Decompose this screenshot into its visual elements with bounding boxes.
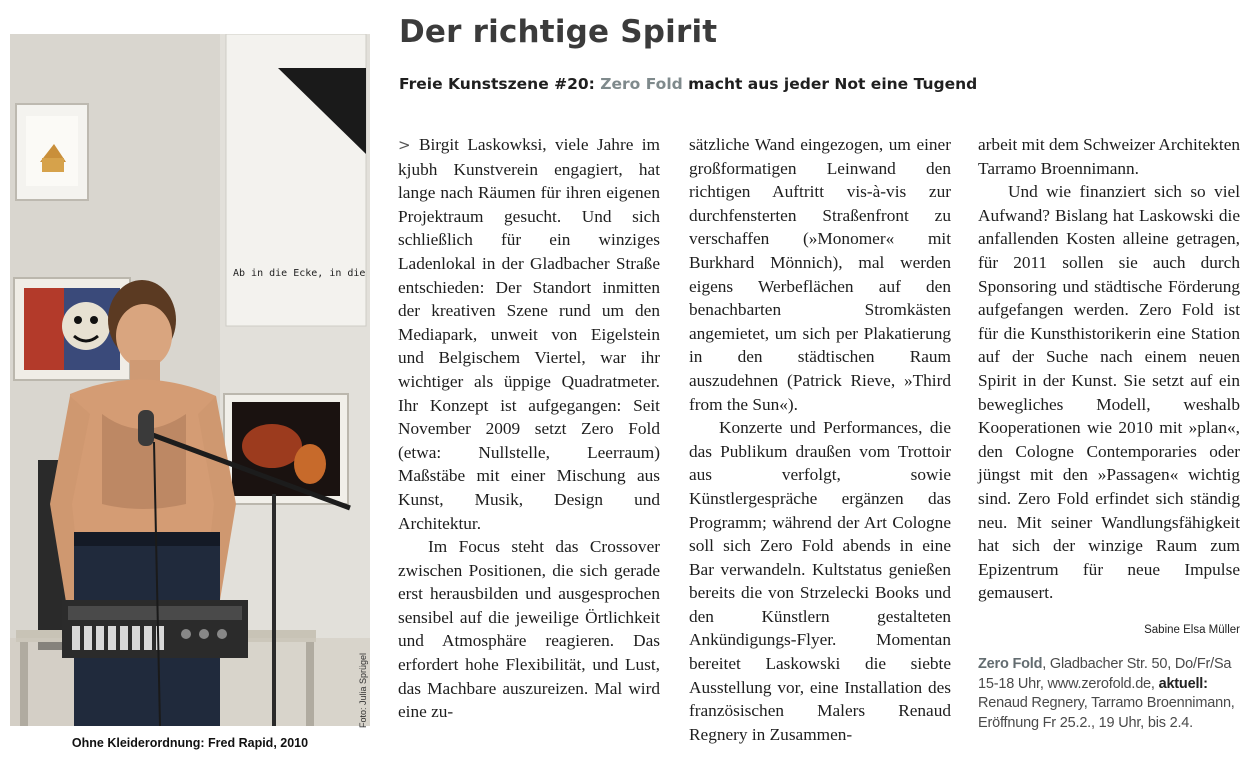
article-column-2: [689, 133, 951, 746]
article-column-3: [978, 133, 1240, 605]
paragraph: Und wie finanziert sich so viel Aufwand? Bislang hat Laskowski die anfallenden Kosten alleine getragen, für 2011 sollen sie auch durch Sponsoring und städtische Förderung aufgefangen werden. Zero Fold ist für die Kunsthistorikerin eine Station auf der Suche nach einem neuen Spirit in der Kunst. Sie setzt auf ein bewegliches Modell, weshalb Kooperationen wie 2010 mit »plan«, den Cologne Contemporaries oder jüngst mit den »Passagen« wichtig sind. Zero Fold erfindet sich ständig neu. Mit seiner Wandlungsfähigkeit hat sich der winzige Raum zum Epizentrum für neue Impulse gemausert.: [978, 182, 1240, 603]
subhead-prefix: Freie Kunstszene #20:: [399, 75, 601, 93]
article-headline: Der richtige Spirit: [399, 14, 718, 50]
paragraph-text: Birgit Laskowksi, viele Jahre im kjubh Kunstverein engagiert, hat lange nach Räumen für ihren eigenen Projektraum gesucht. Und sich schließlich für ein winziges Ladenlokal in der Gladbacher Straße entschieden: Der Standort inmitten der kreativen Szene rund um den Mediapark, unweit von Eigelstein und Belgischem Viertel, war ihr wichtiger als üppige Quadratmeter. Ihr Konzept ist aufgegangen: Seit November 2009 setzt Zero Fold (etwa: Nullstelle, Leerraum) Maßstäbe mit einer Mischung aus Kunst, Musik, Design und Architektur.: [398, 135, 660, 533]
venue-name: Zero Fold: [978, 656, 1043, 672]
current-label: aktuell:: [1158, 675, 1208, 692]
paragraph: [398, 133, 660, 535]
subhead-accent: Zero Fold: [600, 75, 683, 93]
paragraph: Im Focus steht das Crossover zwischen Positionen, die sich gerade erst herausbilden und ausgesprochen sensibel auf die jeweilige Örtlichkeit und Atmosphäre reagieren. Das erfordert hohe Flexibilität, und Lust, das Machbare auszureizen. Mal wird eine zu-: [398, 537, 660, 722]
paragraph: sätzliche Wand eingezogen, um einer großformatigen Leinwand den richtigen Auftritt vis-à-vis zur durchfensterten Straßenfront zu verschaffen (»Monomer« mit Burkhard Mönnich), mal werden eigens Werbeflächen auf den benachbarten Stromkästen angemietet, um sich per Plakatierung in den städtischen Raum auszudehnen (Patrick Rieve, »Third from the Sun«).: [689, 135, 951, 414]
paragraph-marker: >: [398, 136, 411, 154]
photo-credit: [356, 628, 370, 728]
wall-text: Ab in die Ecke, in die: [233, 268, 366, 279]
author-byline: Sabine Elsa Müller: [1144, 624, 1240, 636]
venue-address: , Gladbacher Str. 50, Do/Fr/Sa 15-18 Uhr, www.zerofold.de,: [978, 656, 1232, 692]
article-column-1: [398, 133, 660, 724]
performance-photo-illustration: [10, 34, 370, 726]
article-photo: [10, 34, 370, 726]
venue-infobox: [978, 655, 1248, 733]
article-subhead: [399, 75, 977, 93]
paragraph: arbeit mit dem Schweizer Architekten Tarramo Broennimann.: [978, 135, 1241, 178]
current-details: Renaud Regnery, Tarramo Broennimann, Eröffnung Fr 25.2., 19 Uhr, bis 2.4.: [978, 695, 1235, 731]
paragraph: Konzerte und Performances, die das Publikum draußen vom Trottoir aus verfolgt, sowie Künstlergespräche ergänzen das Programm; während der Art Cologne soll sich Zero Fold abends in eine Bar verwandeln. Kultstatus genießen bereits die von Strzelecki Books und den Künstlern gestalteten Ankündigungs-Flyer. Momentan bereitet Laskowski die siebte Ausstellung vor, eine Installation des französischen Malers Renaud Regnery in Zusammen-: [689, 418, 951, 744]
subhead-suffix: macht aus jeder Not eine Tugend: [682, 75, 978, 93]
photo-credit-text: Foto: Julia Sprügel: [358, 652, 368, 728]
photo-caption: Ohne Kleiderordnung: Fred Rapid, 2010: [71, 736, 309, 750]
